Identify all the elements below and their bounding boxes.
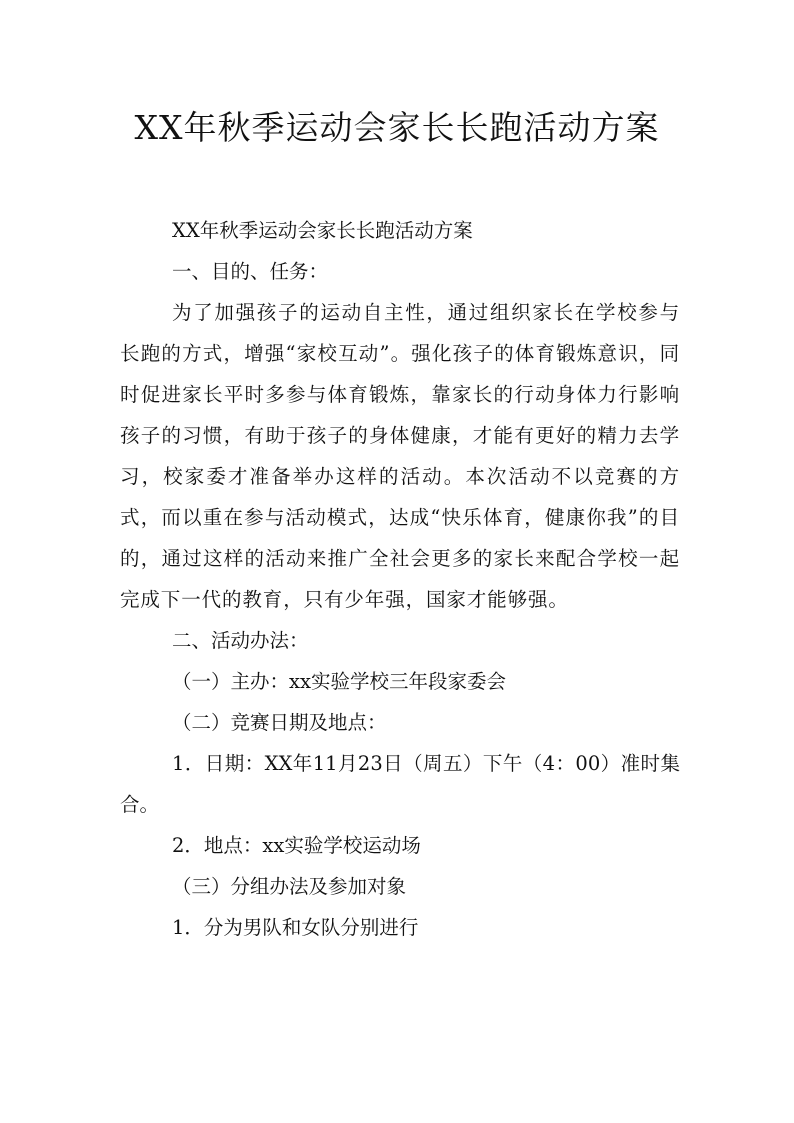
- section-heading-purpose: 一、目的、任务：: [172, 260, 329, 283]
- document-body: [120, 210, 680, 948]
- date-location-heading: （二）竞赛日期及地点：: [172, 711, 387, 734]
- grouping-heading: （三）分组办法及参加对象: [172, 875, 407, 898]
- date-paragraph: 1．日期：XX年11月23日（周五）下午（4：00）准时集合。: [120, 752, 680, 816]
- purpose-paragraph: 为了加强孩子的运动自主性，通过组织家长在学校参与长跑的方式，增强“家校互动”。强化孩子的体育锻炼意识，同时促进家长平时多参与体育锻炼，靠家长的行动身体力行影响孩子的习惯，有助于孩子的身体健康，才能有更好的精力去学习，校家委才准备举办这样的活动。本次活动不以竞赛的方式，而以重在参与活动模式，达成“快乐体育，健康你我”的目的，通过这样的活动来推广全社会更多的家长来配合学校一起完成下一代的教育，只有少年强，国家才能够强。: [120, 301, 680, 611]
- location-paragraph: 2．地点：xx实验学校运动场: [172, 834, 421, 857]
- grouping-paragraph: 1．分为男队和女队分别进行: [172, 916, 419, 939]
- organizer-paragraph: （一）主办：xx实验学校三年段家委会: [172, 670, 506, 693]
- document-title: XX年秋季运动会家长长跑活动方案: [134, 108, 660, 147]
- subtitle-paragraph: XX年秋季运动会家长长跑活动方案: [172, 219, 473, 242]
- section-heading-method: 二、活动办法：: [172, 629, 309, 652]
